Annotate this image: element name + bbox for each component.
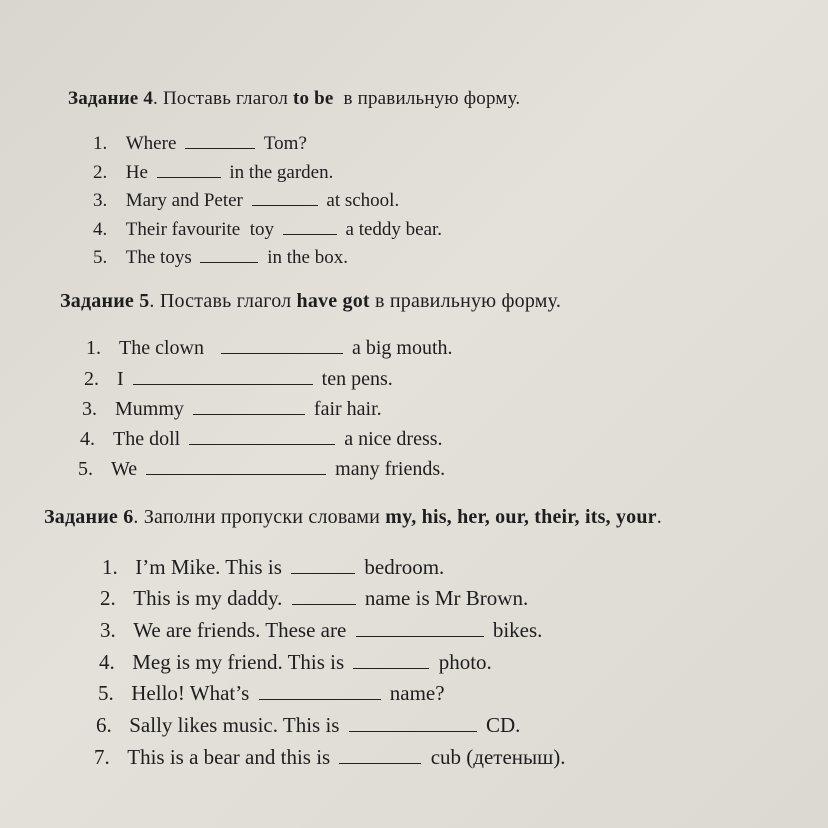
task5-item-5 <box>78 458 445 481</box>
item-number: 6. <box>96 713 112 737</box>
item-text-before: Sally likes music. This is <box>129 713 340 737</box>
task6-item-4 <box>99 650 492 675</box>
item-number: 2. <box>84 368 99 390</box>
task6-item-5 <box>98 681 445 706</box>
item-text-before: I <box>117 368 124 390</box>
task4-keyword: to be <box>292 88 334 109</box>
task6-item-1 <box>102 555 444 580</box>
item-text-after: CD. <box>485 713 521 737</box>
answer-blank[interactable] <box>221 339 343 354</box>
task4-item-2 <box>93 162 333 184</box>
answer-blank[interactable] <box>339 749 421 764</box>
task6-item-7 <box>94 745 566 770</box>
answer-blank[interactable] <box>133 370 313 385</box>
answer-blank[interactable] <box>157 163 221 178</box>
task4-instruction-end: в правильную форму. <box>343 88 521 109</box>
item-number: 1. <box>86 337 101 359</box>
task5-instruction: Поставь глагол <box>159 290 292 312</box>
task4-instruction: Поставь глагол <box>162 88 289 109</box>
item-number: 4. <box>99 650 115 674</box>
task4-dot: . <box>153 88 158 109</box>
item-text-after: name is Mr Brown. <box>364 586 529 610</box>
item-text-before: The doll <box>113 428 181 450</box>
task6-dot: . <box>133 506 139 528</box>
task5-keyword: have got <box>296 290 370 312</box>
item-number: 5. <box>78 458 93 480</box>
item-text-before: Mary and Peter <box>125 190 243 211</box>
item-number: 1. <box>93 133 108 154</box>
task6-label: Задание 6 <box>44 506 134 528</box>
item-text-after: name? <box>389 681 445 705</box>
item-number: 3. <box>100 618 116 642</box>
item-number: 5. <box>98 681 114 705</box>
item-number: 5. <box>93 247 108 268</box>
item-text-after: Tom? <box>263 133 307 154</box>
item-text-after: bikes. <box>492 618 543 642</box>
answer-blank[interactable] <box>200 248 258 263</box>
answer-blank[interactable] <box>349 717 477 732</box>
answer-blank[interactable] <box>292 590 356 605</box>
answer-blank[interactable] <box>259 685 381 700</box>
item-number: 4. <box>93 219 108 240</box>
task4-item-4 <box>93 219 442 241</box>
answer-blank[interactable] <box>189 430 335 445</box>
task4-label: Задание 4 <box>68 88 154 109</box>
item-text-after: a nice dress. <box>344 428 443 450</box>
item-number: 7. <box>94 745 110 769</box>
item-text-after: in the box. <box>267 247 348 268</box>
item-text-before: Their favourite toy <box>125 219 275 240</box>
item-text-before: Meg is my friend. This is <box>132 650 345 674</box>
task5-dot: . <box>149 290 155 312</box>
item-text-before: Mummy <box>115 398 184 420</box>
item-text-after: a big mouth. <box>351 337 453 359</box>
task6-keyword: my, his, her, our, their, its, your <box>385 506 657 528</box>
task6-instruction: Заполни пропуски словами <box>143 506 381 528</box>
item-text-after: fair hair. <box>313 398 382 420</box>
task4-item-3 <box>93 190 399 212</box>
task4-title <box>68 88 520 110</box>
item-text-after: bedroom. <box>364 555 445 579</box>
item-text-before: The toys <box>125 247 192 268</box>
item-number: 3. <box>93 190 108 211</box>
task5-instruction-end: в правильную форму. <box>375 290 562 312</box>
item-text-before: I’m Mike. This is <box>135 555 282 579</box>
task4-item-5 <box>93 247 348 269</box>
task5-item-3 <box>82 398 382 421</box>
task5-title <box>60 290 561 313</box>
item-number: 2. <box>100 586 116 610</box>
item-text-after: a teddy bear. <box>345 219 443 240</box>
item-text-after: cub (детеныш). <box>430 745 566 769</box>
item-text-before: This is my daddy. <box>133 586 283 610</box>
task5-label: Задание 5 <box>60 290 150 312</box>
answer-blank[interactable] <box>291 559 355 574</box>
item-number: 3. <box>82 398 97 420</box>
item-text-after: many friends. <box>335 458 446 480</box>
answer-blank[interactable] <box>356 622 484 637</box>
item-text-after: in the garden. <box>229 162 334 183</box>
task4-item-1 <box>93 133 307 155</box>
answer-blank[interactable] <box>353 654 429 669</box>
item-text-after: at school. <box>326 190 400 211</box>
task5-item-4 <box>80 428 443 451</box>
task5-item-1 <box>86 337 453 360</box>
item-text-after: ten pens. <box>321 368 393 390</box>
item-text-before: We <box>111 458 138 480</box>
answer-blank[interactable] <box>252 191 318 206</box>
item-text-before: He <box>125 162 148 183</box>
task6-instruction-end: . <box>656 506 662 528</box>
answer-blank[interactable] <box>283 220 337 235</box>
task6-item-6 <box>96 713 520 738</box>
item-number: 2. <box>93 162 108 183</box>
answer-blank[interactable] <box>146 460 326 475</box>
answer-blank[interactable] <box>185 134 255 149</box>
item-text-before: This is a bear and this is <box>127 745 331 769</box>
item-text-before: We are friends. These are <box>133 618 347 642</box>
item-number: 4. <box>80 428 95 450</box>
item-text-before: The clown <box>119 337 204 359</box>
task6-item-3 <box>100 618 542 643</box>
answer-blank[interactable] <box>193 400 305 415</box>
item-text-before: Where <box>125 133 177 154</box>
task6-item-2 <box>100 586 528 611</box>
task6-title <box>44 506 662 529</box>
item-text-after: photo. <box>438 650 492 674</box>
item-text-before: Hello! What’s <box>131 681 250 705</box>
item-number: 1. <box>102 555 118 579</box>
task5-item-2 <box>84 368 393 391</box>
